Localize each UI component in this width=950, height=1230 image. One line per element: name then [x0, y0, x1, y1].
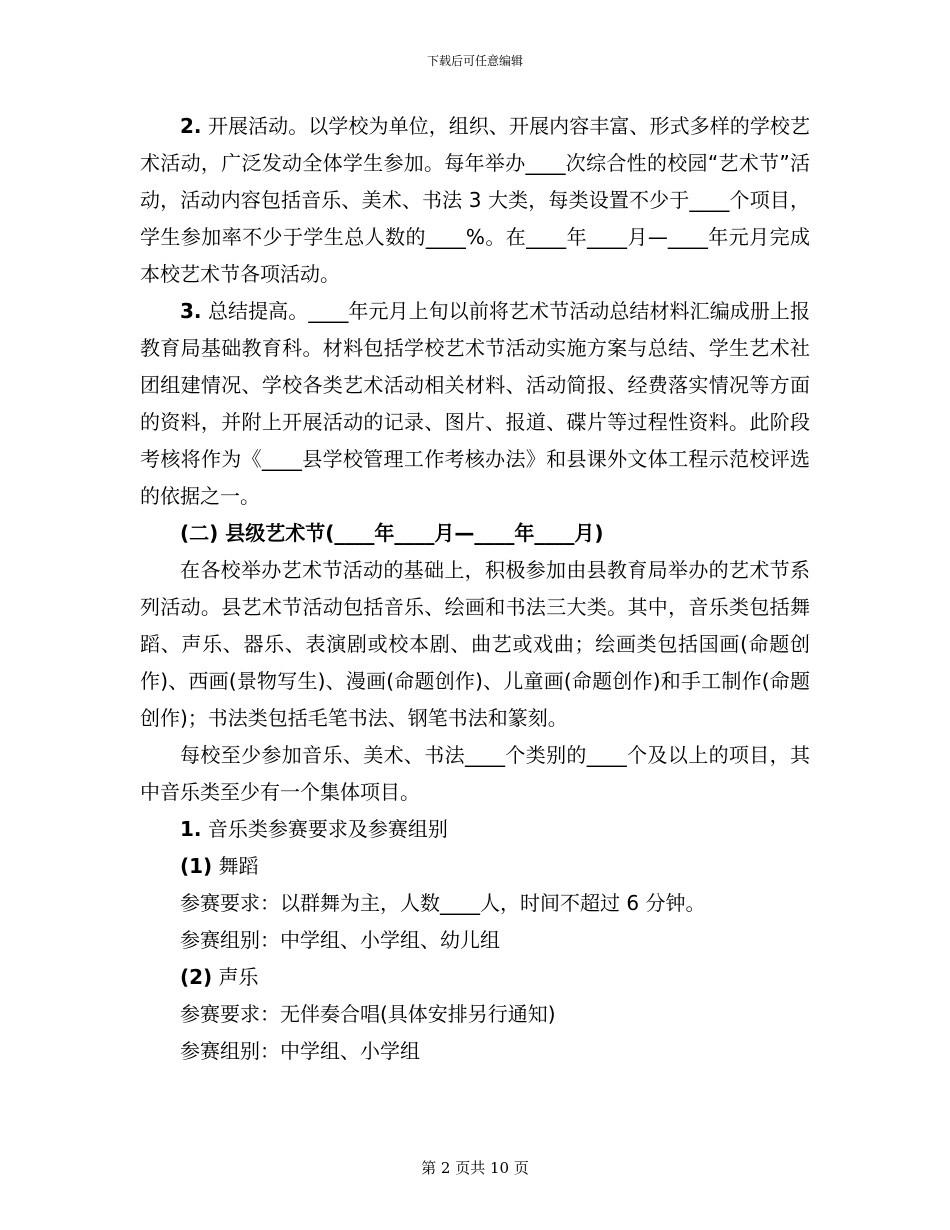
paragraph-summary: [140, 293, 810, 515]
item-number: 1.: [180, 817, 202, 841]
document-body: [140, 108, 810, 1070]
paragraph-county-intro: [140, 552, 810, 737]
dance-requirements: [140, 885, 810, 922]
page-footer: 第 2 页共 10 页: [421, 1159, 529, 1177]
paragraph-text: 总结提高。____年元月上旬以前将艺术节活动总结材料汇编成册上报教育局基础教育科。材料包括学校艺术节活动实施方案与总结、学生艺术社团组建情况、学校各类艺术活动相关材料、活动简报、经费落实情况等方面的资料，并附上开展活动的记录、图片、报道、碟片等过程性资料。此阶段考核将作为《____县学校管理工作考核办法》和县课外文体工程示范校评选的依据之一。: [140, 299, 810, 508]
paragraph-text: 舞蹈: [212, 854, 259, 878]
paragraph-text: 每校至少参加音乐、美术、书法____个类别的____个及以上的项目，其中音乐类至少有一个集体项目。: [140, 743, 810, 804]
item-number: (1): [180, 854, 213, 878]
subheading-dance: [140, 848, 810, 885]
dance-groups: [140, 922, 810, 959]
item-number: (2): [180, 965, 213, 989]
paragraph-text: 音乐类参赛要求及参赛组别: [201, 817, 448, 841]
item-number: 2.: [180, 114, 202, 138]
paragraph-text: 参赛要求：无伴奏合唱(具体安排另行通知): [180, 1002, 556, 1026]
subheading-vocal: [140, 959, 810, 996]
section-heading-county-festival: [140, 515, 810, 552]
paragraph-text: 参赛组别：中学组、小学组: [180, 1039, 420, 1063]
vocal-groups: [140, 1033, 810, 1070]
vocal-requirements: [140, 996, 810, 1033]
paragraph-text: 声乐: [212, 965, 259, 989]
page-header: 下载后可任意编辑: [426, 54, 523, 68]
paragraph-text: 参赛组别：中学组、小学组、幼儿组: [180, 928, 500, 952]
paragraph-text: 参赛要求：以群舞为主，人数____人，时间不超过 6 分钟。: [180, 891, 706, 915]
heading-text: (二) 县级艺术节(____年____月—____年____月): [180, 521, 604, 545]
item-number: 3.: [180, 299, 202, 323]
paragraph-text: 开展活动。以学校为单位，组织、开展内容丰富、形式多样的学校艺术活动，广泛发动全体学生参加。每年举办____次综合性的校园“艺术节”活动，活动内容包括音乐、美术、书法 3 大类，每类设置不少于____个项目，学生参加率不少于学生总人数的____%。在____年____月—____年元月完成本校艺术节各项活动。: [140, 114, 810, 286]
subheading-music: [140, 811, 810, 848]
paragraph-participation: [140, 737, 810, 811]
paragraph-text: 在各校举办艺术节活动的基础上，积极参加由县教育局举办的艺术节系列活动。县艺术节活动包括音乐、绘画和书法三大类。其中，音乐类包括舞蹈、声乐、器乐、表演剧或校本剧、曲艺或戏曲；绘画类包括国画(命题创作)、西画(景物写生)、漫画(命题创作)、儿童画(命题创作)和手工制作(命题创作)；书法类包括毛笔书法、钢笔书法和篆刻。: [140, 558, 810, 730]
paragraph-activity: [140, 108, 810, 293]
